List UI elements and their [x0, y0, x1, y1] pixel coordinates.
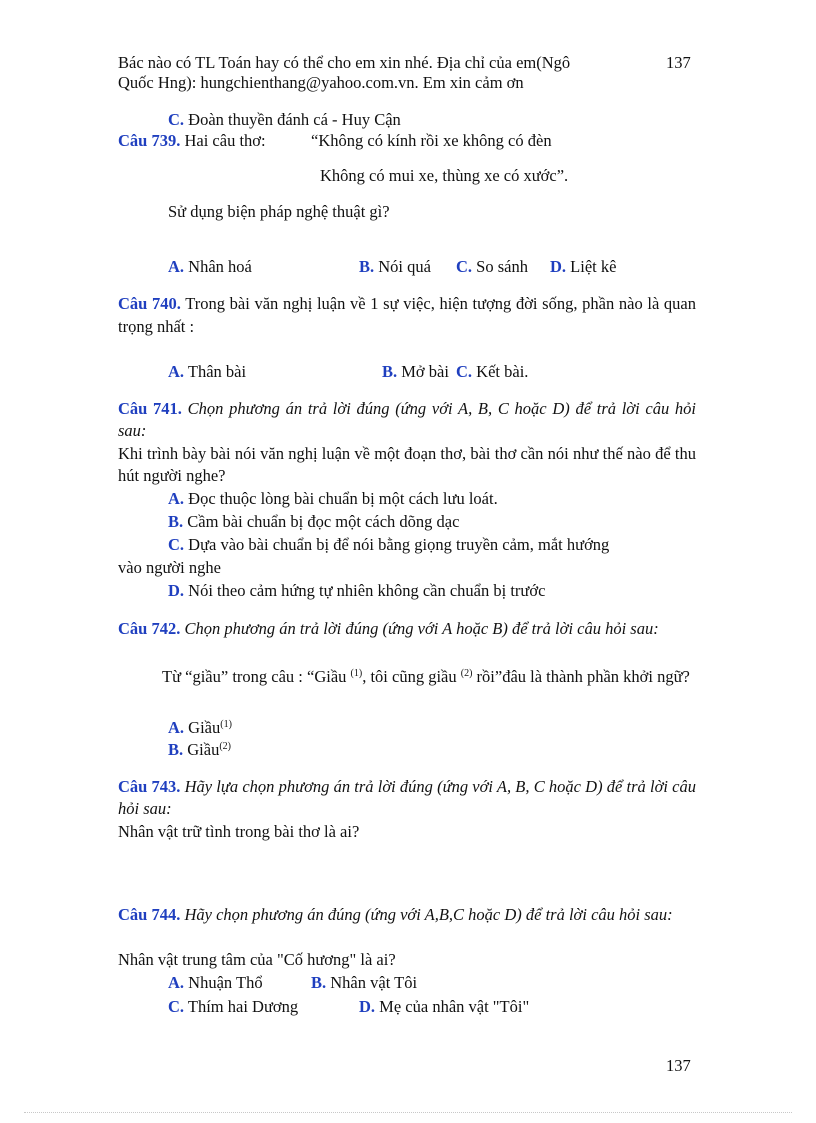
- q738-option-c: [168, 109, 401, 131]
- option-label: D.: [550, 257, 567, 276]
- question-label: Câu 744.: [118, 905, 181, 924]
- q742-option-b: [168, 739, 231, 761]
- option-text: Cầm bài chuẩn bị đọc một cách dõng dạc: [183, 512, 460, 531]
- option-label: B.: [168, 512, 184, 531]
- q739-option-a: [168, 256, 252, 278]
- option-label: B.: [311, 973, 327, 992]
- option-text: Mẹ của nhân vật "Tôi": [375, 997, 530, 1016]
- q744-option-b: [311, 972, 417, 994]
- option-label: C.: [456, 257, 473, 276]
- question-label: Câu 739.: [118, 131, 181, 150]
- page-bottom-divider: [24, 1112, 792, 1113]
- option-label: C.: [168, 535, 185, 554]
- option-text: Kết bài.: [472, 362, 529, 381]
- q739-option-c: [456, 256, 528, 278]
- header-line-2: Quốc Hng): hungchienthang@yahoo.com.vn. Em xin cảm ơn: [118, 73, 524, 92]
- option-label: A.: [168, 718, 185, 737]
- q741-option-d: [168, 580, 545, 602]
- superscript-2: (2): [460, 668, 473, 679]
- question-label: Câu 741.: [118, 399, 182, 418]
- question-instruction: Chọn phương án trả lời đúng (ứng với A hoặc B) để trả lời câu hỏi sau:: [180, 619, 659, 638]
- option-label: B.: [168, 740, 184, 759]
- option-text: So sánh: [472, 257, 528, 276]
- option-text: Dựa vào bài chuẩn bị để nói bằng giọng truyền cảm, mắt hướng: [184, 535, 610, 554]
- option-label: D.: [168, 581, 185, 600]
- option-text: Giầu: [183, 740, 220, 759]
- q739-verse-2: Không có mui xe, thùng xe có xước”.: [320, 166, 569, 185]
- question-instruction: Hãy chọn phương án đúng (ứng với A,B,C hoặc D) để trả lời câu hỏi sau:: [180, 905, 673, 924]
- q741-option-b: [168, 511, 459, 533]
- question-label: Câu 742.: [118, 619, 181, 638]
- question-text: , tôi cũng giầu: [362, 667, 461, 686]
- option-superscript: (1): [220, 719, 232, 730]
- option-text: Nhân vật Tôi: [326, 973, 418, 992]
- footer-page-number: 137: [666, 1056, 691, 1075]
- q743-instruction: [118, 776, 696, 820]
- header-line-1: Bác nào có TL Toán hay có thể cho em xin nhé. Địa chỉ của em(Ngô: [118, 53, 571, 72]
- question-text: Từ “giầu” trong câu : “Giầu: [162, 667, 351, 686]
- q744-instruction: [118, 904, 696, 926]
- q740-question: [118, 292, 696, 338]
- option-label: A.: [168, 973, 185, 992]
- question-label: Câu 740.: [118, 294, 181, 313]
- question-text: rồi”đâu là thành phần khởi ngữ?: [472, 667, 690, 686]
- q739-question: Sử dụng biện pháp nghệ thuật gì?: [168, 202, 390, 221]
- option-label: C.: [456, 362, 473, 381]
- option-text: Liệt kê: [566, 257, 617, 276]
- option-text: Mở bài: [397, 362, 449, 381]
- option-label: D.: [359, 997, 376, 1016]
- header-page-number: 137: [666, 53, 691, 72]
- option-text: Đọc thuộc lòng bài chuẩn bị một cách lưu loát.: [184, 489, 498, 508]
- option-label: B.: [382, 362, 398, 381]
- question-instruction: Hãy lựa chọn phương án trả lời đúng (ứng với A, B, C hoặc D) để trả lời câu hỏi sau:: [118, 777, 696, 818]
- q739-heading: [118, 130, 266, 152]
- q741-option-a: [168, 488, 498, 510]
- q742-instruction: [118, 618, 696, 640]
- option-text: Nói quá: [374, 257, 431, 276]
- option-label: A.: [168, 362, 185, 381]
- q740-option-a: [168, 361, 246, 383]
- q742-question: [118, 666, 696, 688]
- q740-option-b: [382, 361, 449, 383]
- option-superscript: (2): [219, 741, 232, 752]
- q741-instruction: [118, 398, 696, 442]
- option-label: A.: [168, 257, 185, 276]
- q743-question: Nhân vật trữ tình trong bài thơ là ai?: [118, 822, 360, 841]
- option-label: B.: [359, 257, 375, 276]
- q741-option-c-continued: vào người nghe: [118, 558, 221, 577]
- q744-option-c: [168, 996, 298, 1018]
- question-instruction: Chọn phương án trả lời đúng (ứng với A, B, C hoặc D) để trả lời câu hỏi sau:: [118, 399, 697, 440]
- q741-option-c: [168, 534, 609, 556]
- q744-option-a: [168, 972, 263, 994]
- q739-option-d: [550, 256, 616, 278]
- q741-question: Khi trình bày bài nói văn nghị luận về một đoạn thơ, bài thơ cần nói như thế nào để thu hút người nghe?: [118, 444, 696, 485]
- option-text: Nhân hoá: [184, 257, 252, 276]
- question-text: Trong bài văn nghị luận về 1 sự việc, hiện tượng đời sống, phần nào là quan trọng nhất :: [118, 294, 697, 336]
- q742-option-a: [168, 717, 232, 739]
- option-text: Nhuận Thổ: [184, 973, 263, 992]
- q744-question: Nhân vật trung tâm của "Cố hương" là ai?: [118, 950, 396, 969]
- q744-option-d: [359, 996, 529, 1018]
- q739-option-b: [359, 256, 431, 278]
- option-text: Giầu: [184, 718, 221, 737]
- option-label: C.: [168, 110, 185, 129]
- q740-option-c: [456, 361, 528, 383]
- option-text: Đoàn thuyền đánh cá - Huy Cận: [184, 110, 401, 129]
- superscript-1: (1): [350, 668, 363, 679]
- option-label: A.: [168, 489, 185, 508]
- option-text: Nói theo cảm hứng tự nhiên không cần chuẩn bị trước: [184, 581, 546, 600]
- option-text: Thân bài: [184, 362, 247, 381]
- question-label: Câu 743.: [118, 777, 181, 796]
- option-text: Thím hai Dương: [184, 997, 299, 1016]
- q739-verse-1: “Không có kính rồi xe không có đèn: [311, 131, 552, 150]
- question-intro: Hai câu thơ:: [180, 131, 266, 150]
- option-label: C.: [168, 997, 185, 1016]
